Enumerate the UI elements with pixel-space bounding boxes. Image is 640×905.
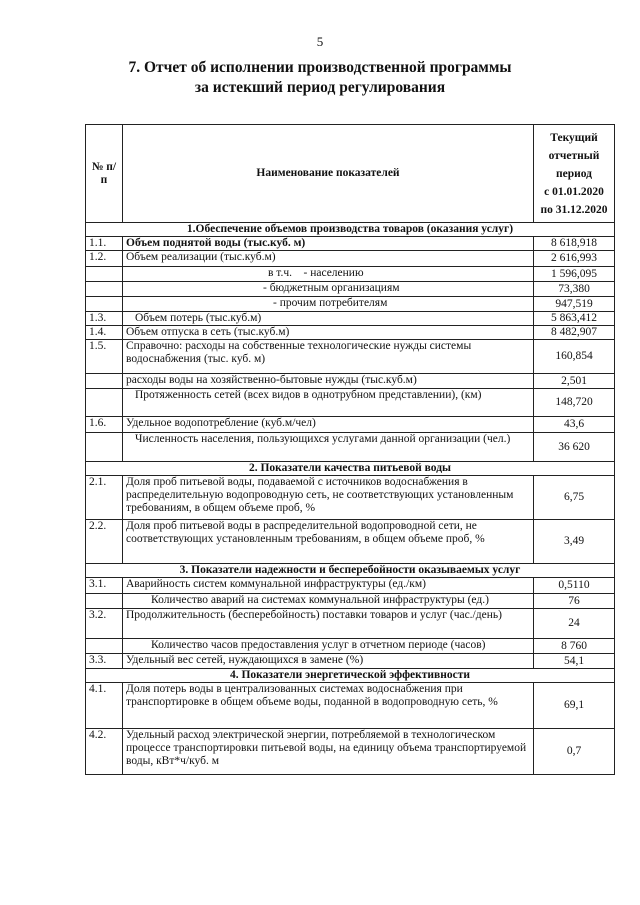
row-value: 2 616,993 xyxy=(534,251,615,267)
row-value: 148,720 xyxy=(534,389,615,417)
table-row xyxy=(86,297,615,312)
row-name: Доля проб питьевой воды, подаваемой с источников водоснабжения в распределительную водопроводную сеть, не соответствующих установленным требованиям, в общем объеме проб, % xyxy=(123,476,534,520)
row-num: 1.3. xyxy=(86,312,123,326)
row-name: Объем реализации (тыс.куб.м) xyxy=(123,251,534,267)
section-2-title: 2. Показатели качества питьевой воды xyxy=(86,462,615,476)
row-value: 69,1 xyxy=(534,683,615,729)
row-value: 54,1 xyxy=(534,654,615,669)
row-name: Численность населения, пользующихся услугами данной организации (чел.) xyxy=(123,433,534,462)
table-row xyxy=(86,267,615,282)
table-row xyxy=(86,578,615,594)
title-line-1: 7. Отчет об исполнении производственной программы xyxy=(128,59,512,76)
row-num: 1.4. xyxy=(86,326,123,340)
section-row xyxy=(86,564,615,578)
row-name: Протяженность сетей (всех видов в однотрубном представлении), (км) xyxy=(123,389,534,417)
section-1-title: 1.Обеспечение объемов производства товаров (оказания услуг) xyxy=(86,223,615,237)
table-row xyxy=(86,654,615,669)
row-name: Объем поднятой воды (тыс.куб. м) xyxy=(123,237,534,251)
row-name: Удельное водопотребление (куб.м/чел) xyxy=(123,417,534,433)
row-value: 0,7 xyxy=(534,729,615,775)
header-value-l5: по 31.12.2020 xyxy=(540,203,608,216)
table-row xyxy=(86,251,615,267)
row-num xyxy=(86,282,123,297)
row-value: 73,380 xyxy=(534,282,615,297)
report-table xyxy=(85,124,615,775)
row-value: 0,5110 xyxy=(534,578,615,594)
row-value: 947,519 xyxy=(534,297,615,312)
row-name: Аварийность систем коммунальной инфраструктуры (ед./км) xyxy=(123,578,534,594)
table-row xyxy=(86,237,615,251)
row-num xyxy=(86,594,123,609)
section-row xyxy=(86,223,615,237)
table-row xyxy=(86,729,615,775)
row-name: - прочим потребителям xyxy=(123,297,534,312)
header-name: Наименование показателей xyxy=(123,125,534,223)
row-name: Продолжительность (бесперебойность) поставки товаров и услуг (час./день) xyxy=(123,609,534,639)
header-value-l3: период xyxy=(556,167,592,180)
table-row xyxy=(86,282,615,297)
row-name: Доля проб питьевой воды в распределительной водопроводной сети, не соответствующих установленным требованиям, в общем объеме проб, % xyxy=(123,520,534,564)
section-row xyxy=(86,462,615,476)
row-value: 8 618,918 xyxy=(534,237,615,251)
row-num xyxy=(86,297,123,312)
row-value: 8 482,907 xyxy=(534,326,615,340)
table-row xyxy=(86,609,615,639)
row-num xyxy=(86,267,123,282)
row-name: Объем отпуска в сеть (тыс.куб.м) xyxy=(123,326,534,340)
header-num: № п/п xyxy=(86,125,123,223)
row-name: Количество аварий на системах коммунальной инфраструктуры (ед.) xyxy=(123,594,534,609)
row-num xyxy=(86,389,123,417)
row-num: 4.1. xyxy=(86,683,123,729)
header-value-l1: Текущий xyxy=(550,131,598,144)
row-value: 6,75 xyxy=(534,476,615,520)
row-value: 36 620 xyxy=(534,433,615,462)
row-value: 24 xyxy=(534,609,615,639)
table-row xyxy=(86,433,615,462)
section-3-title: 3. Показатели надежности и бесперебойности оказываемых услуг xyxy=(86,564,615,578)
row-value: 8 760 xyxy=(534,639,615,654)
row-name: Количество часов предоставления услуг в отчетном периоде (часов) xyxy=(123,639,534,654)
table-row xyxy=(86,476,615,520)
table-row xyxy=(86,520,615,564)
row-num: 2.2. xyxy=(86,520,123,564)
table-row xyxy=(86,340,615,374)
row-value: 2,501 xyxy=(534,374,615,389)
table-row xyxy=(86,312,615,326)
row-name: Справочно: расходы на собственные технологические нужды системы водоснабжения (тыс. куб. м) xyxy=(123,340,534,374)
title-line-2: за истекший период регулирования xyxy=(194,79,446,96)
row-num: 1.5. xyxy=(86,340,123,374)
row-name: Удельный расход электрической энергии, потребляемой в технологическом процессе транспортировки питьевой воды, на единицу объема транспортируемой воды, кВт*ч/куб. м xyxy=(123,729,534,775)
row-value: 1 596,095 xyxy=(534,267,615,282)
table-row xyxy=(86,326,615,340)
row-name: - бюджетным организациям xyxy=(123,282,534,297)
row-num: 3.3. xyxy=(86,654,123,669)
row-num: 1.1. xyxy=(86,237,123,251)
row-name: Удельный вес сетей, нуждающихся в замене (%) xyxy=(123,654,534,669)
row-name: расходы воды на хозяйственно-бытовые нужды (тыс.куб.м) xyxy=(123,374,534,389)
row-num: 3.2. xyxy=(86,609,123,639)
row-value: 43,6 xyxy=(534,417,615,433)
table-row xyxy=(86,639,615,654)
row-num: 1.2. xyxy=(86,251,123,267)
section-4-title: 4. Показатели энергетической эффективности xyxy=(86,669,615,683)
page-number: 5 xyxy=(316,34,324,49)
table-row xyxy=(86,683,615,729)
row-num: 2.1. xyxy=(86,476,123,520)
row-num xyxy=(86,433,123,462)
page-title xyxy=(0,58,640,98)
table-row xyxy=(86,417,615,433)
table-row xyxy=(86,594,615,609)
row-num: 1.6. xyxy=(86,417,123,433)
row-value: 76 xyxy=(534,594,615,609)
row-num: 3.1. xyxy=(86,578,123,594)
row-num xyxy=(86,374,123,389)
row-name: Доля потерь воды в централизованных системах водоснабжения при транспортировке в общем объеме воды, поданной в водопроводную сеть, % xyxy=(123,683,534,729)
header-value-l4: с 01.01.2020 xyxy=(544,185,604,198)
table-row xyxy=(86,389,615,417)
section-row xyxy=(86,669,615,683)
row-name: в т.ч. - населению xyxy=(123,267,534,282)
row-name: Объем потерь (тыс.куб.м) xyxy=(123,312,534,326)
table-header-row xyxy=(86,125,615,223)
header-value-l2: отчетный xyxy=(548,149,600,162)
row-num xyxy=(86,639,123,654)
row-value: 160,854 xyxy=(534,340,615,374)
row-value: 5 863,412 xyxy=(534,312,615,326)
row-num: 4.2. xyxy=(86,729,123,775)
row-value: 3,49 xyxy=(534,520,615,564)
header-value xyxy=(534,125,615,223)
table-row xyxy=(86,374,615,389)
